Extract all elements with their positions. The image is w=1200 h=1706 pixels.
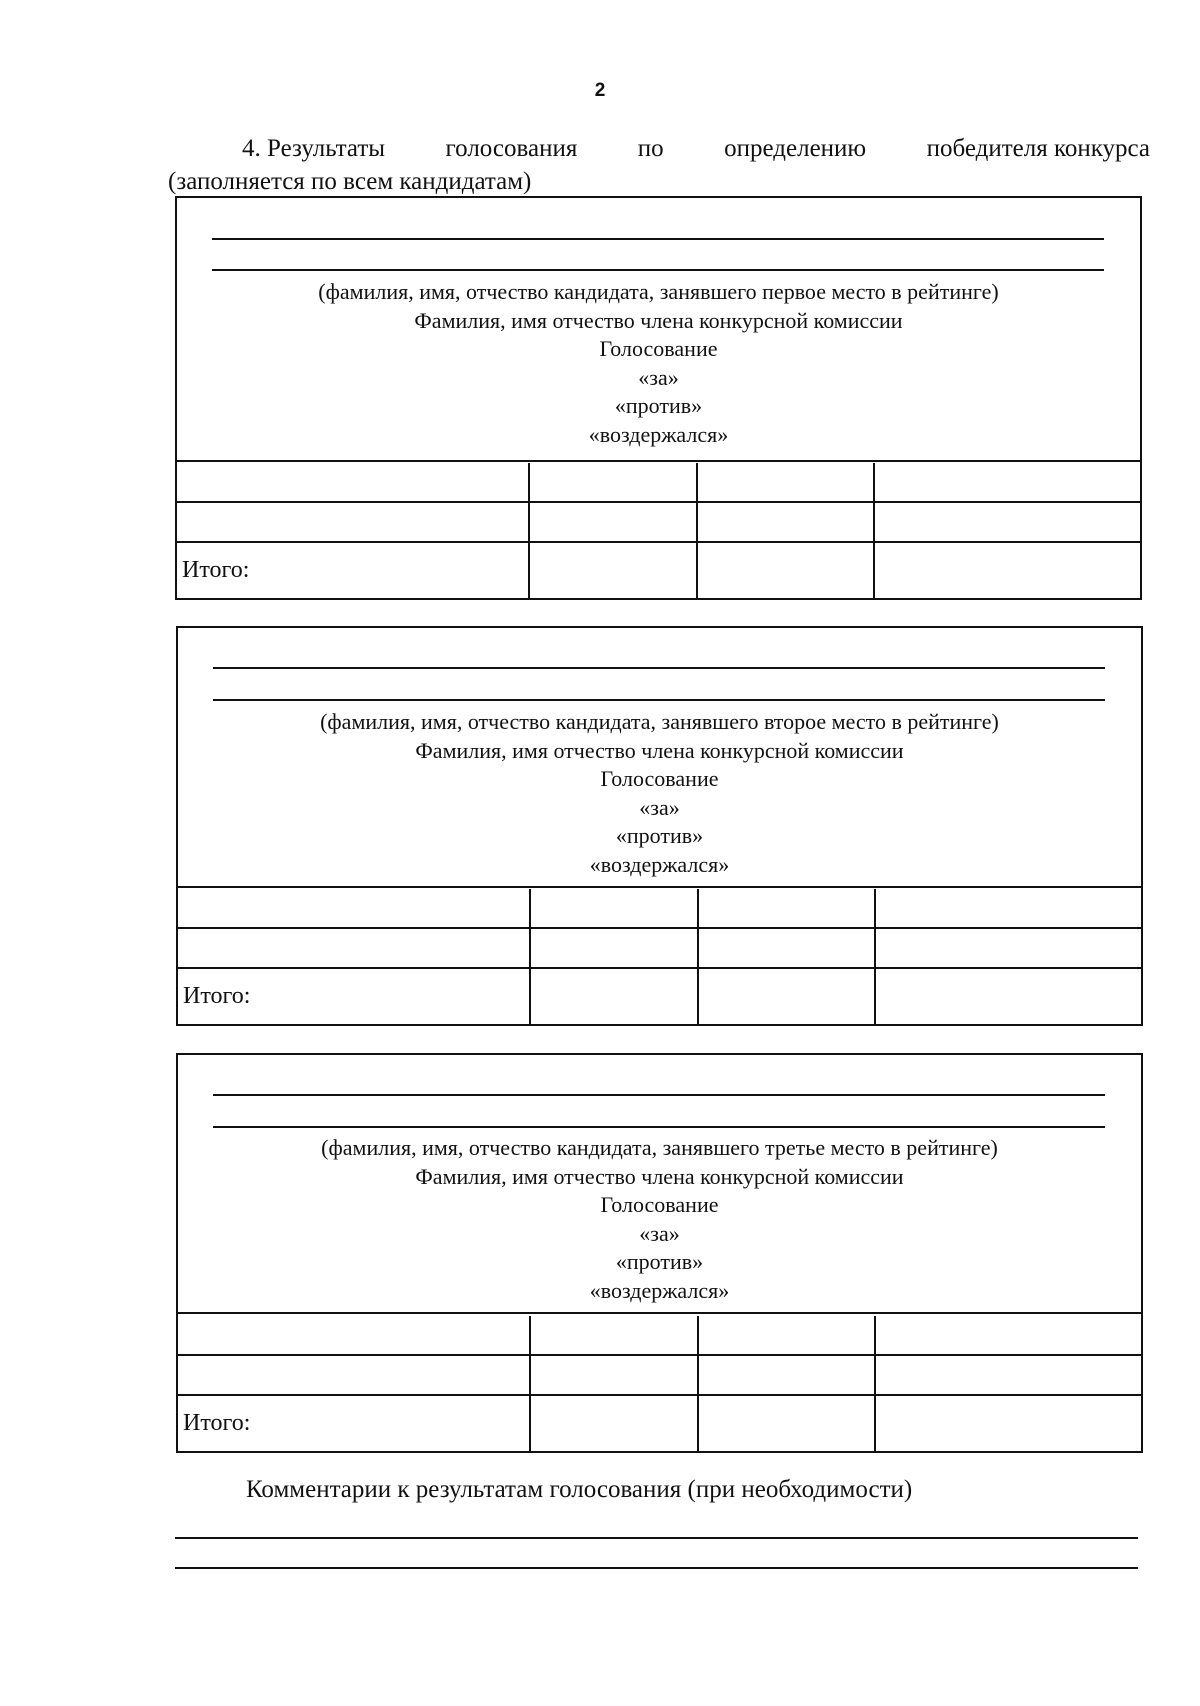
vote-against-cell[interactable] [699,929,876,969]
vote-against-cell[interactable] [699,889,876,929]
total-for-cell[interactable] [530,543,698,598]
section-heading-line [168,132,1150,165]
member-caption: Фамилия, имя отчество члена конкурсной комиссии [414,307,903,333]
vote-against-label: «против» [614,393,703,418]
section-title-word-4: определению [724,135,867,162]
member-name-cell[interactable] [178,889,531,929]
member-name-cell[interactable] [178,1316,531,1356]
total-abstained-cell[interactable] [876,1396,1141,1451]
total-for-cell[interactable] [531,1396,699,1451]
total-abstained-cell[interactable] [876,969,1141,1024]
voting-block-first-place [175,196,1142,600]
page-number: 2 [594,80,606,101]
total-label: Итого: [178,1396,531,1451]
voting-label: Голосование [600,766,719,791]
vote-for-cell[interactable] [531,929,699,969]
member-name-cell[interactable] [178,1356,531,1396]
vote-abstained-cell[interactable] [875,503,1140,543]
candidate-name-line[interactable] [212,238,1104,240]
candidate-caption: (фамилия, имя, отчество кандидата, занявшего второе место в рейтинге) [320,709,999,734]
section-title-word-1 [242,132,385,165]
vote-for-cell[interactable] [531,889,699,929]
comment-line[interactable] [175,1537,1138,1539]
total-for-cell[interactable] [531,969,699,1024]
total-label: Итого: [177,543,530,598]
vote-against-cell[interactable] [698,503,875,543]
section-subtitle: (заполняется по всем кандидатам) [168,168,532,195]
vote-abstained-cell[interactable] [876,1316,1141,1356]
vote-for-cell[interactable] [530,503,698,543]
candidate-name-line[interactable] [212,269,1104,271]
total-label: Итого: [178,969,531,1024]
vote-abstained-cell[interactable] [876,1356,1141,1396]
candidate-name-line[interactable] [213,699,1105,701]
candidate-name-line[interactable] [213,1126,1105,1128]
voting-block-third-place [176,1053,1143,1453]
block-caption [178,708,1141,879]
vote-for-label: «за» [638,364,679,390]
block-caption [177,278,1140,449]
vote-against-cell[interactable] [699,1316,876,1356]
member-name-cell[interactable] [177,503,530,543]
vote-against-label: «против» [615,823,704,848]
total-against-cell[interactable] [699,1396,876,1451]
voting-label: Голосование [599,336,718,361]
vote-for-label: «за» [639,794,680,820]
comments-label: Комментарии к результатам голосования (при необходимости) [246,1476,913,1503]
member-caption: Фамилия, имя отчество члена конкурсной комиссии [415,737,904,763]
vote-for-cell[interactable] [531,1356,699,1396]
vote-for-label: «за» [639,1220,680,1246]
vote-abstained-label: «воздержался» [588,421,729,447]
block-header [178,1055,1141,1314]
section-title-word-2: голосования [445,135,578,162]
voting-table [177,463,1140,598]
section-title-word-5: победителя конкурса [926,135,1150,162]
section-number: 4. [242,135,261,162]
vote-against-label: «против» [615,1249,704,1274]
voting-table [178,889,1141,1024]
voting-block-second-place [176,626,1143,1026]
block-header [178,628,1141,888]
vote-against-cell[interactable] [699,1356,876,1396]
vote-against-cell[interactable] [698,463,875,503]
voting-table [178,1316,1141,1451]
section-title-word-1-text: Результаты [267,135,386,162]
block-caption [178,1134,1141,1305]
vote-for-cell[interactable] [530,463,698,503]
block-header [177,198,1140,462]
candidate-name-line[interactable] [213,667,1105,669]
total-abstained-cell[interactable] [875,543,1140,598]
member-caption: Фамилия, имя отчество члена конкурсной комиссии [415,1163,904,1189]
member-name-cell[interactable] [177,463,530,503]
voting-label: Голосование [600,1192,719,1217]
vote-abstained-cell[interactable] [876,889,1141,929]
vote-abstained-cell[interactable] [876,929,1141,969]
total-against-cell[interactable] [699,969,876,1024]
total-against-cell[interactable] [698,543,875,598]
section-title-word-3: по [637,135,664,162]
vote-abstained-cell[interactable] [875,463,1140,503]
member-name-cell[interactable] [178,929,531,969]
candidate-caption: (фамилия, имя, отчество кандидата, занявшего первое место в рейтинге) [318,279,999,304]
vote-abstained-label: «воздержался» [589,851,730,877]
section-heading [168,132,1150,198]
comment-line[interactable] [175,1567,1138,1569]
candidate-caption: (фамилия, имя, отчество кандидата, занявшего третье место в рейтинге) [321,1135,998,1160]
vote-abstained-label: «воздержался» [589,1277,730,1303]
candidate-name-line[interactable] [213,1094,1105,1096]
vote-for-cell[interactable] [531,1316,699,1356]
